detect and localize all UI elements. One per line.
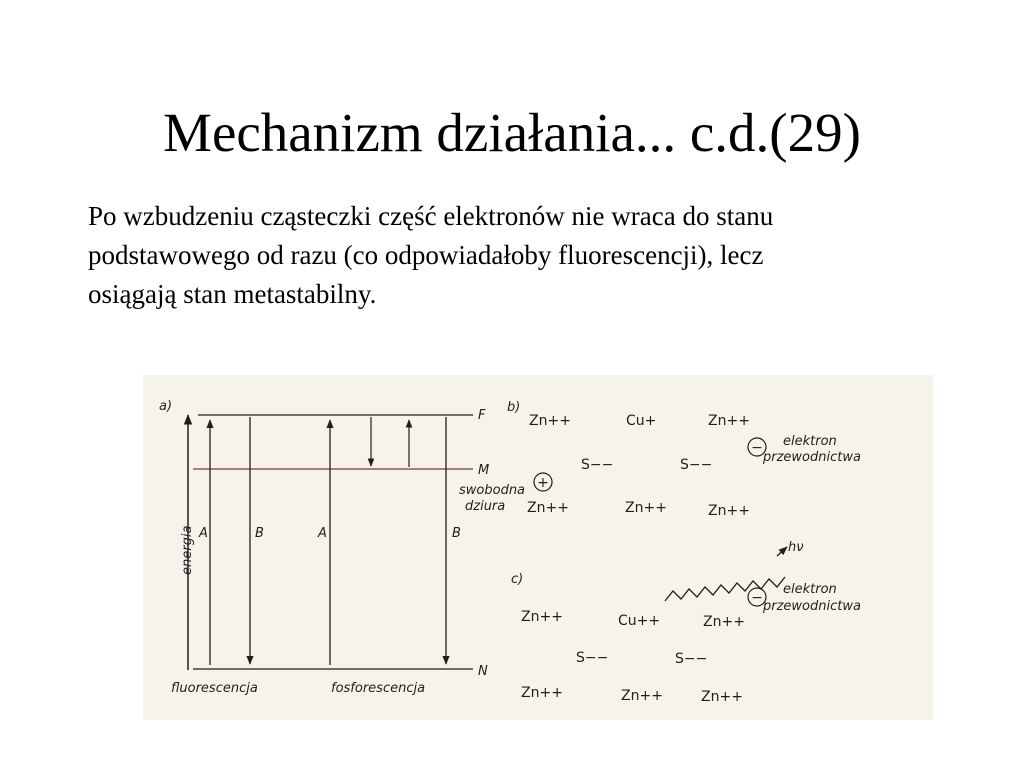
ion-label: Zn++ [703, 614, 745, 630]
electron-label: elektron [783, 582, 837, 597]
body-paragraph [88, 197, 988, 314]
ion-label: Zn++ [708, 413, 750, 429]
ion-label: S−− [675, 651, 708, 667]
ion-label: S−− [581, 457, 614, 473]
ion-label: S−− [680, 457, 713, 473]
paragraph-line: osiągają stan metastabilny. [88, 279, 377, 309]
ion-label: Cu+ [626, 413, 657, 429]
electron-symbol: − [751, 590, 763, 606]
phosphorescence-figure [143, 375, 933, 720]
ion-label: Zn++ [529, 413, 571, 429]
level-N-label: N [478, 664, 488, 679]
slide-title: Mechanizm działania... c.d.(29) [163, 102, 861, 163]
energy-axis-label: energia [180, 525, 195, 575]
panel-a-label: a) [159, 399, 173, 414]
photon-arrowhead [777, 547, 787, 556]
caption-fluorescence: fluorescencja [171, 681, 258, 696]
ion-label: Zn++ [621, 688, 663, 704]
ion-label: Zn++ [521, 609, 563, 625]
level-M-label: M [478, 463, 490, 478]
arrow-A-label: A [199, 526, 208, 541]
arrow-B-label: B [452, 526, 461, 541]
hole-label: dziura [465, 499, 506, 514]
photon-wave [665, 577, 785, 601]
paragraph-line: podstawowego od razu (co odpowiadałoby fluorescencji), lecz [88, 240, 764, 270]
electron-label: elektron [783, 434, 837, 449]
hole-symbol: + [537, 475, 549, 491]
paragraph-line: Po wzbudzeniu cząsteczki część elektronów nie wraca do stanu [88, 201, 774, 231]
ion-label: Zn++ [625, 500, 667, 516]
ion-label: Zn++ [527, 500, 569, 516]
ion-label: Zn++ [521, 685, 563, 701]
ion-label: Zn++ [708, 503, 750, 519]
hole-label: swobodna [459, 483, 526, 498]
electron-symbol: − [751, 440, 763, 456]
ion-label: Zn++ [701, 689, 743, 705]
ion-label: S−− [576, 650, 609, 666]
ion-label: Cu++ [618, 613, 661, 629]
panel-b-label: b) [507, 400, 521, 415]
arrow-B-label: B [255, 526, 264, 541]
arrow-A-label: A [318, 526, 327, 541]
photon-label: hν [788, 540, 804, 555]
panel-c-label: c) [511, 572, 524, 587]
electron-label: przewodnictwa [763, 599, 861, 614]
caption-phosphorescence: fosforescencja [331, 681, 426, 696]
level-F-label: F [478, 408, 486, 423]
electron-label: przewodnictwa [763, 450, 861, 465]
figure-drawing [143, 375, 933, 720]
